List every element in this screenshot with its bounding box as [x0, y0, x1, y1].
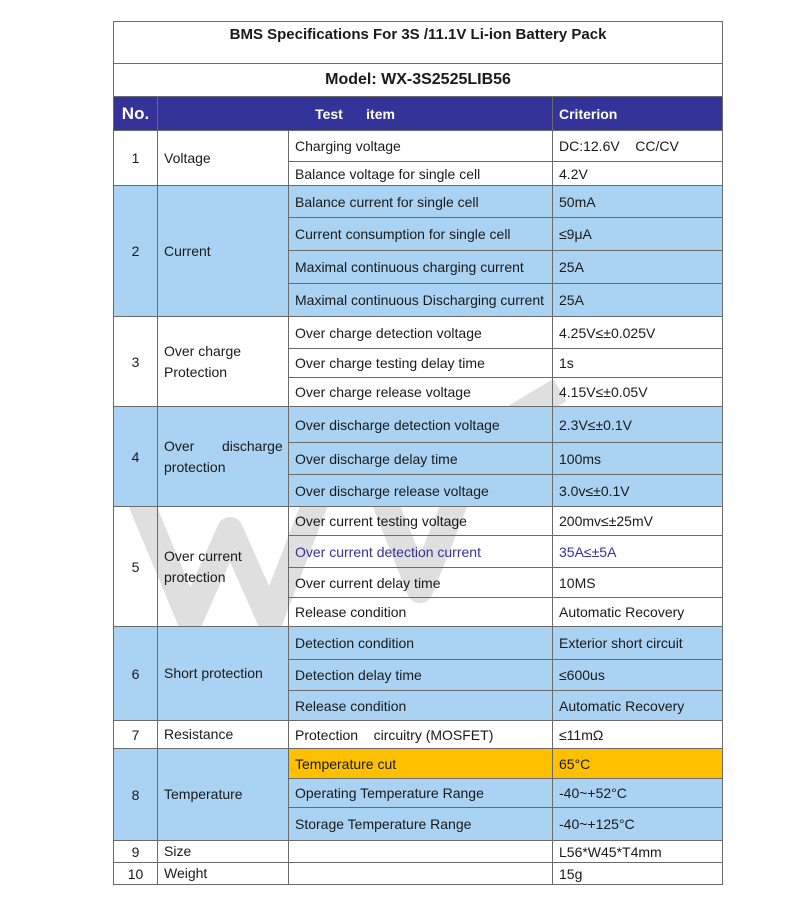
criterion-value: Automatic Recovery [553, 598, 723, 627]
test-item: Current consumption for single cell [289, 218, 553, 251]
category-line: Over charge [164, 342, 242, 359]
test-item-empty [289, 841, 553, 863]
category-over-current-protection [158, 507, 289, 627]
test-item-highlighted: Temperature cut [289, 749, 553, 779]
row-number: 2 [114, 186, 158, 317]
row-number: 3 [114, 317, 158, 407]
category-word: discharge [222, 437, 283, 454]
test-item: Storage Temperature Range [289, 808, 553, 841]
test-item: Balance current for single cell [289, 186, 553, 218]
table-title: BMS Specifications For 3S /11.1V Li-ion Battery Pack [114, 22, 723, 64]
category-word: Over [164, 437, 195, 454]
test-item: Operating Temperature Range [289, 779, 553, 808]
criterion-value: 4.25V≤±0.025V [553, 317, 723, 349]
test-item: Maximal continuous charging current [289, 251, 553, 284]
criterion-value: L56*W45*T4mm [553, 841, 723, 863]
criterion-value-highlighted: 65°C [553, 749, 723, 779]
category-weight: Weight [158, 863, 289, 885]
category-size: Size [158, 841, 289, 863]
criterion-value: 25A [553, 284, 723, 317]
criterion-value: Automatic Recovery [553, 691, 723, 721]
test-item: Over discharge delay time [289, 443, 553, 475]
test-item: Over charge testing delay time [289, 349, 553, 378]
criterion-value: DC:12.6V CC/CV [553, 131, 723, 162]
category-voltage: Voltage [158, 131, 289, 186]
criterion-value: -40~+125°C [553, 808, 723, 841]
row-number: 7 [114, 721, 158, 749]
header-no: No. [114, 97, 158, 131]
category-temperature: Temperature [158, 749, 289, 841]
criterion-value: 4.2V [553, 162, 723, 186]
criterion-value: ≤11mΩ [553, 721, 723, 749]
test-item: Over current delay time [289, 568, 553, 598]
category-line: Protection [164, 363, 228, 380]
category-line: protection [164, 458, 226, 475]
row-number: 4 [114, 407, 158, 507]
category-line: protection [164, 568, 226, 585]
header-test-item: Test item [158, 97, 553, 131]
test-item: Over discharge detection voltage [289, 407, 553, 443]
header-criterion: Criterion [553, 97, 723, 131]
test-item: Over discharge release voltage [289, 475, 553, 507]
criterion-value: -40~+52°C [553, 779, 723, 808]
test-item: Detection condition [289, 627, 553, 660]
test-item: Over charge release voltage [289, 378, 553, 407]
row-number: 9 [114, 841, 158, 863]
test-item: Release condition [289, 598, 553, 627]
criterion-value: 25A [553, 251, 723, 284]
test-item: Detection delay time [289, 660, 553, 691]
category-over-charge-protection [158, 317, 289, 407]
row-number: 6 [114, 627, 158, 721]
row-number: 10 [114, 863, 158, 885]
category-line: Over current [164, 547, 242, 564]
criterion-value: 2.3V≤±0.1V [553, 407, 723, 443]
criterion-value: 100ms [553, 443, 723, 475]
criterion-value: 200mv≤±25mV [553, 507, 723, 536]
criterion-value: ≤600us [553, 660, 723, 691]
category-short-protection: Short protection [158, 627, 289, 721]
test-item: Balance voltage for single cell [289, 162, 553, 186]
criterion-value: 3.0v≤±0.1V [553, 475, 723, 507]
row-number: 5 [114, 507, 158, 627]
criterion-value: 10MS [553, 568, 723, 598]
criterion-value: 4.15V≤±0.05V [553, 378, 723, 407]
criterion-value-highlighted: 35A≤±5A [553, 536, 723, 568]
category-current: Current [158, 186, 289, 317]
criterion-value: 1s [553, 349, 723, 378]
test-item: Over charge detection voltage [289, 317, 553, 349]
test-item: Maximal continuous Discharging current [289, 284, 553, 317]
category-resistance: Resistance [158, 721, 289, 749]
test-item: Over current testing voltage [289, 507, 553, 536]
criterion-value: Exterior short circuit [553, 627, 723, 660]
row-number: 8 [114, 749, 158, 841]
criterion-value: 50mA [553, 186, 723, 218]
test-item-highlighted: Over current detection current [289, 536, 553, 568]
test-item: Protection circuitry (MOSFET) [289, 721, 553, 749]
criterion-value: ≤9μA [553, 218, 723, 251]
model-label: Model: WX-3S2525LIB56 [114, 64, 723, 97]
bms-spec-table [113, 21, 723, 885]
criterion-value: 15g [553, 863, 723, 885]
test-item: Release condition [289, 691, 553, 721]
test-item: Charging voltage [289, 131, 553, 162]
category-over-discharge-protection [158, 407, 289, 507]
test-item-empty [289, 863, 553, 885]
row-number: 1 [114, 131, 158, 186]
